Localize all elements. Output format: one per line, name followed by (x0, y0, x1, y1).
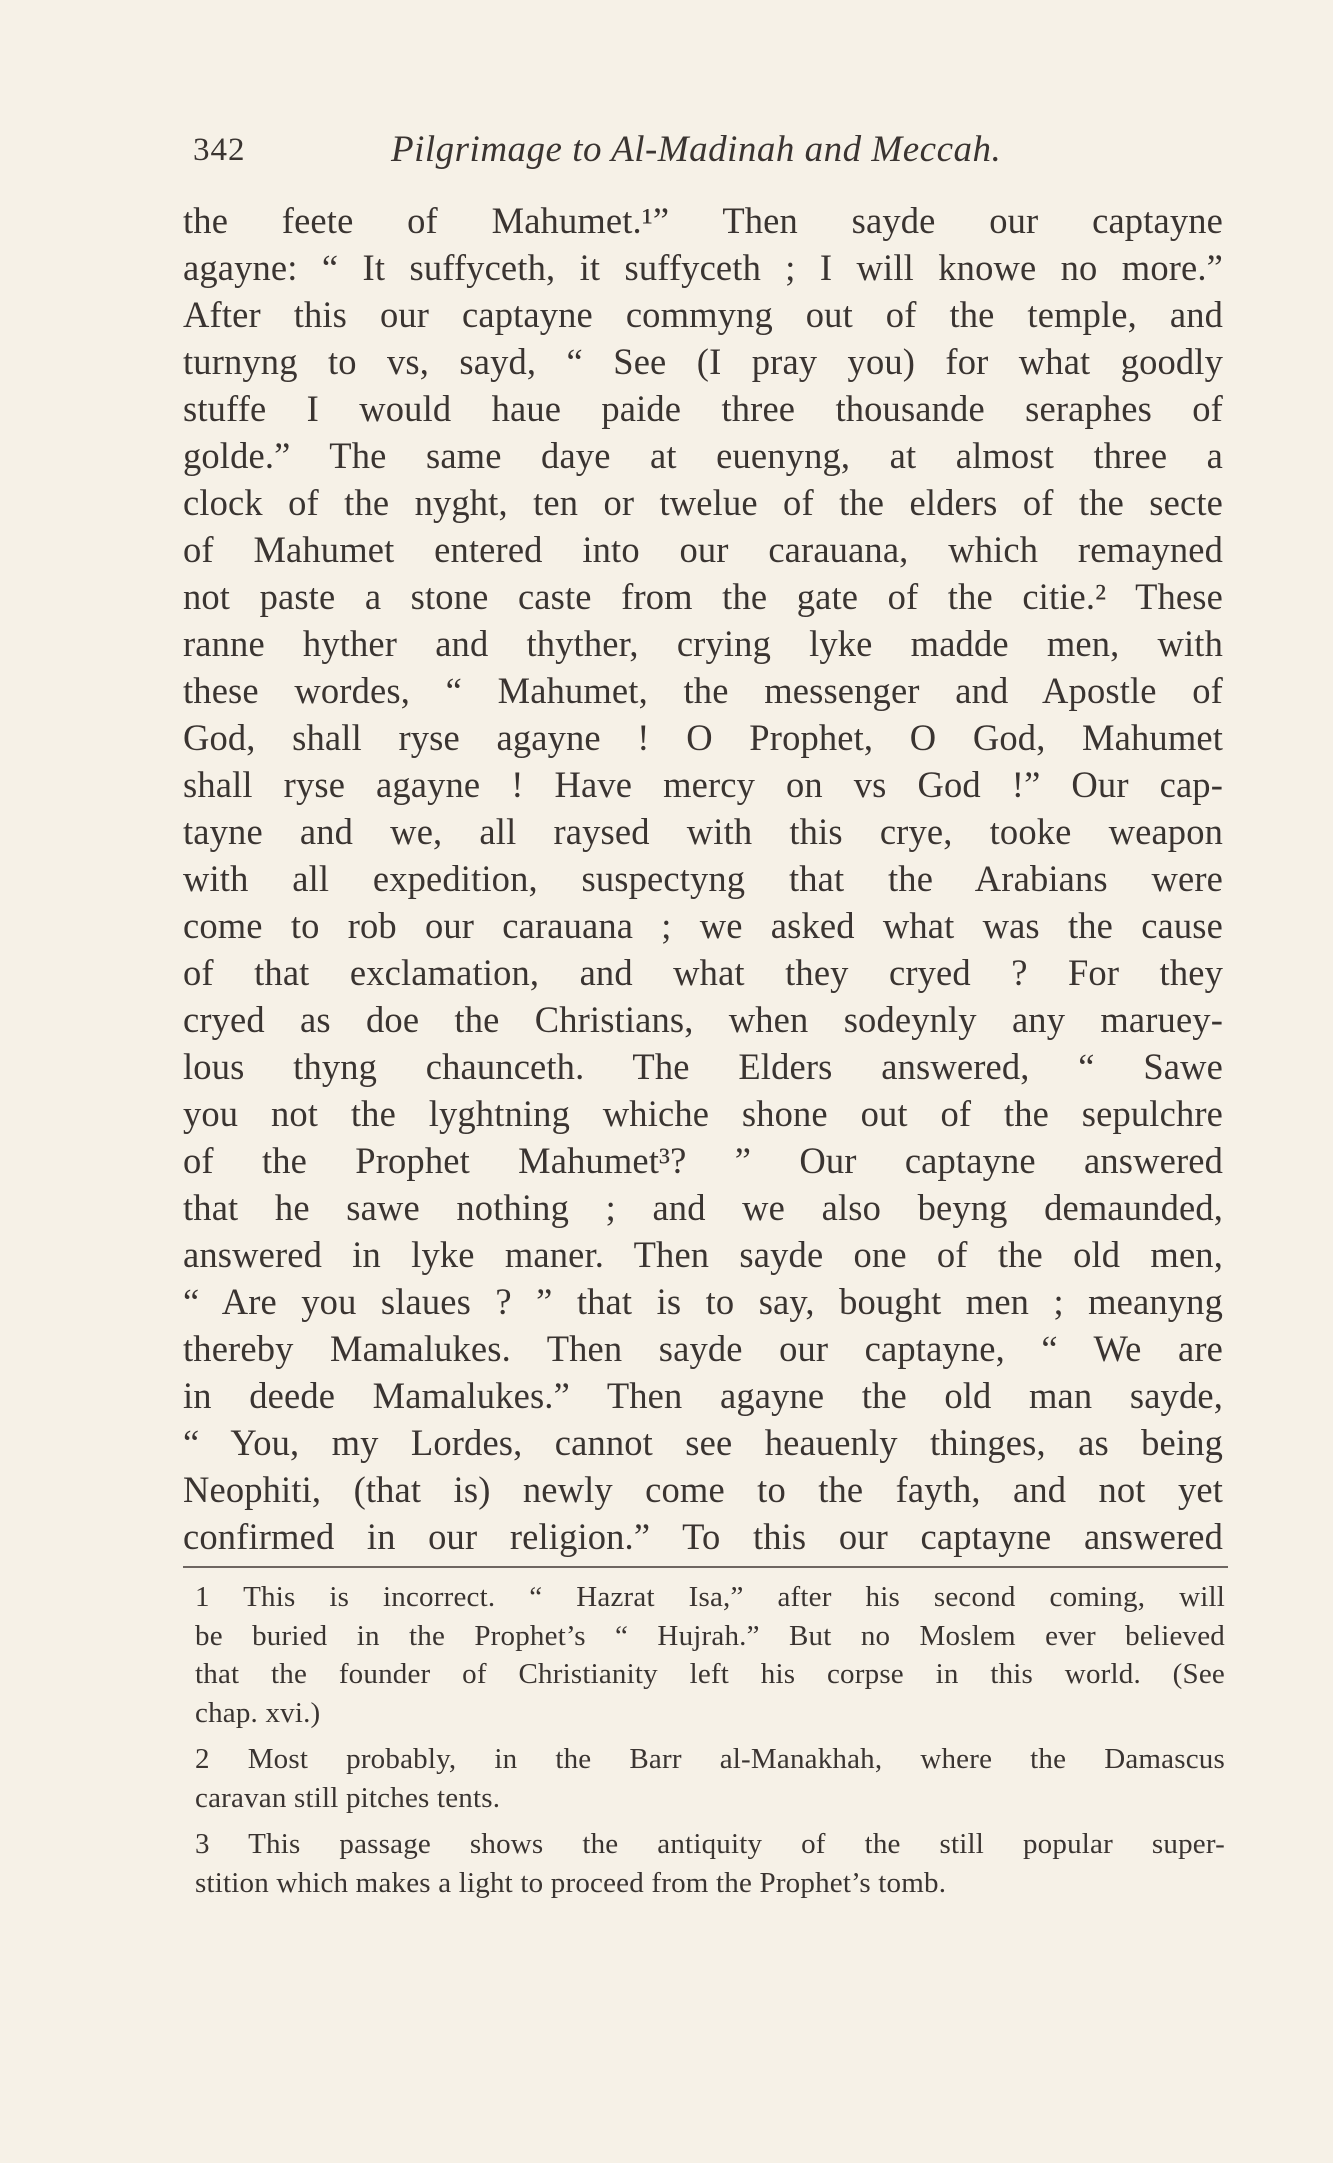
body-line: confirmed in our religion.” To this our captayne answered (183, 1516, 1223, 1557)
body-line: these wordes, “ Mahumet, the messenger and Apostle of (183, 670, 1223, 711)
body-line: you not the lyghtning whiche shone out of the sepulchre (183, 1093, 1223, 1134)
footnote-line: be buried in the Prophet’s “ Hujrah.” But no Moslem ever believed (195, 1619, 1225, 1652)
footnote-1 (195, 1578, 1225, 1732)
body-line: shall ryse agayne ! Have mercy on vs God !” Our cap- (183, 764, 1223, 805)
footnote-line: 2 Most probably, in the Barr al-Manakhah, where the Damascus (195, 1743, 1225, 1775)
footnotes (195, 1578, 1225, 1902)
footnote-line: chap. xvi.) (195, 1696, 321, 1729)
footnote-line: that the founder of Christianity left his corpse in this world. (See (195, 1658, 1225, 1690)
footnote-line: caravan still pitches tents. (195, 1781, 501, 1814)
body-line: not paste a stone caste from the gate of the citie.² These (183, 576, 1223, 617)
body-line: “ Are you slaues ? ” that is to say, bought men ; meanyng (183, 1281, 1223, 1322)
body-line: lous thyng chaunceth. The Elders answered, “ Sawe (183, 1046, 1223, 1087)
body-line: ranne hyther and thyther, crying lyke madde men, with (183, 623, 1223, 664)
running-title: Pilgrimage to Al-Madinah and Meccah. (391, 129, 1002, 170)
body-line: turnyng to vs, sayd, “ See (I pray you) for what goodly (183, 341, 1223, 382)
footnote-line: stition which makes a light to proceed from the Prophet’s tomb. (195, 1866, 947, 1899)
body-line: God, shall ryse agayne ! O Prophet, O God, Mahumet (183, 717, 1223, 758)
body-line: that he sawe nothing ; and we also beyng demaunded, (183, 1187, 1223, 1228)
footnote-3 (195, 1825, 1225, 1902)
body-line: in deede Mamalukes.” Then agayne the old man sayde, (183, 1375, 1223, 1416)
footnote-line: 1 This is incorrect. “ Hazrat Isa,” after his second coming, will (195, 1581, 1225, 1613)
body-line: agayne: “ It suffyceth, it suffyceth ; I will knowe no more.” (183, 247, 1223, 288)
body-line: thereby Mamalukes. Then sayde our captayne, “ We are (183, 1328, 1223, 1369)
footnote-rule (183, 1566, 1228, 1568)
body-line: golde.” The same daye at euenyng, at almost three a (183, 435, 1223, 476)
body-line: After this our captayne commyng out of the temple, and (183, 294, 1223, 335)
footnote-2 (195, 1740, 1225, 1817)
body-line: “ You, my Lordes, cannot see heauenly thinges, as being (183, 1422, 1223, 1463)
body-line: tayne and we, all raysed with this crye, tooke weapon (183, 811, 1223, 852)
running-head (155, 128, 1235, 176)
body-line: cryed as doe the Christians, when sodeynly any maruey- (183, 999, 1223, 1040)
body-line: answered in lyke maner. Then sayde one of the old men, (183, 1234, 1223, 1275)
body-line: stuffe I would haue paide three thousande seraphes of (183, 388, 1223, 429)
body-text (183, 197, 1223, 1560)
page-number: 342 (193, 132, 246, 168)
body-line: Neophiti, (that is) newly come to the fayth, and not yet (183, 1469, 1223, 1510)
body-line: of Mahumet entered into our carauana, which remayned (183, 529, 1223, 570)
body-line: of that exclamation, and what they cryed ? For they (183, 952, 1223, 993)
body-line: the feete of Mahumet.¹” Then sayde our captayne (183, 200, 1223, 241)
body-line: of the Prophet Mahumet³? ” Our captayne answered (183, 1140, 1223, 1181)
body-line: come to rob our carauana ; we asked what was the cause (183, 905, 1223, 946)
body-line: clock of the nyght, ten or twelue of the elders of the secte (183, 482, 1223, 523)
body-line: with all expedition, suspectyng that the Arabians were (183, 858, 1223, 899)
footnote-line: 3 This passage shows the antiquity of the still popular super- (195, 1828, 1225, 1860)
